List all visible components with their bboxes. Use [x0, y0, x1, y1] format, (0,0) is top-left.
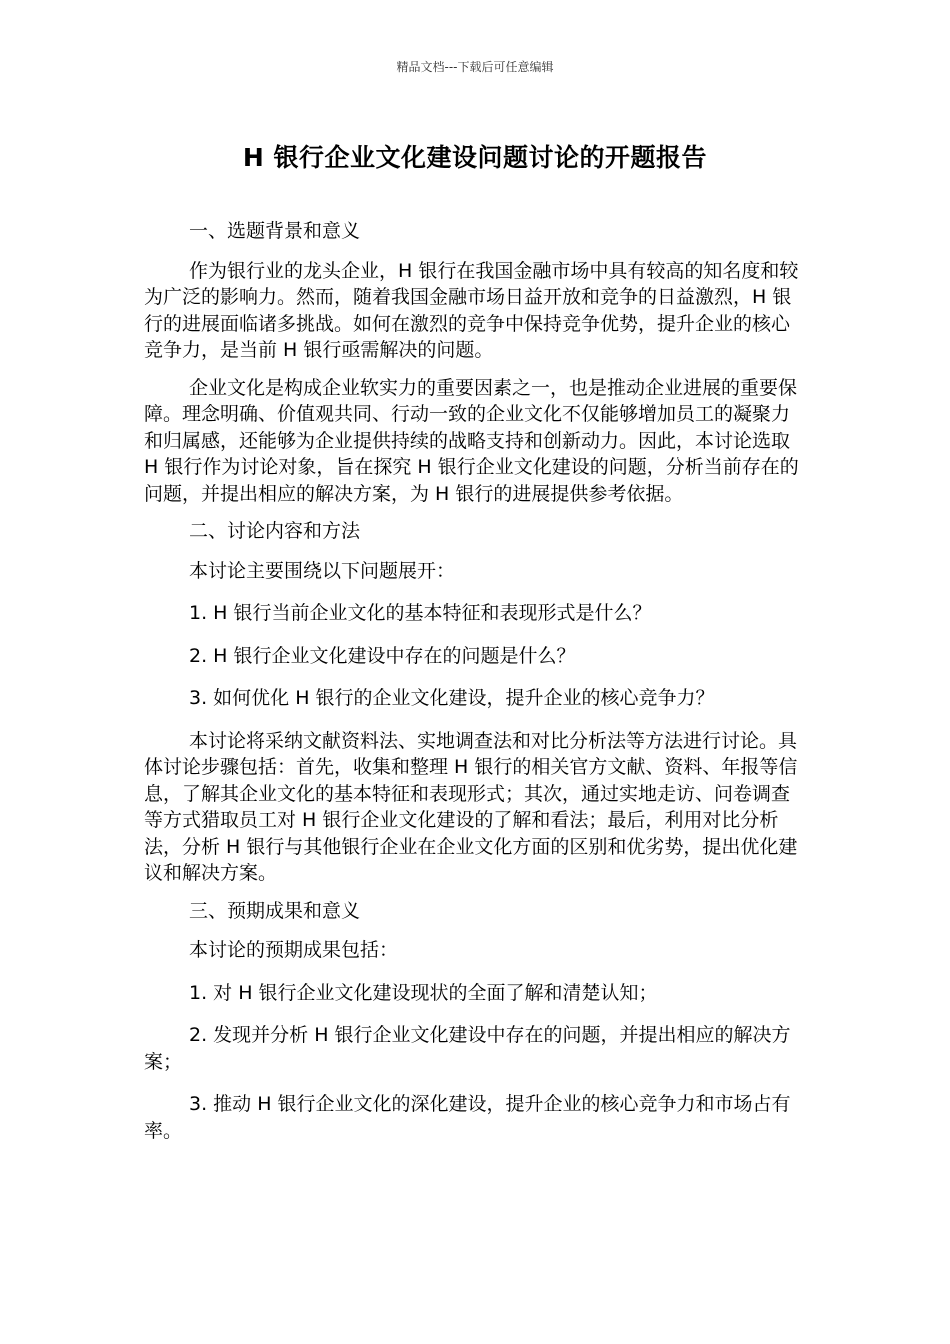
document-body [144, 218, 804, 1160]
list-item-question-1: 1. H 银行当前企业文化的基本特征和表现形式是什么？ [189, 602, 652, 624]
header-note: 精品文档---下载后可任意编辑 [396, 60, 554, 74]
list-item-result-1: 1. 对 H 银行企业文化建设现状的全面了解和清楚认知； [189, 981, 658, 1004]
list-item-question-3: 3. 如何优化 H 银行的企业文化建设，提升企业的核心竞争力？ [189, 687, 715, 709]
paragraph-method: 本讨论将采纳文献资料法、实地调查法和对比分析法等方法进行讨论。具体讨论步骤包括：首先，收集和整理 H 银行的相关官方文献、资料、年报等信息，了解其企业文化的基本特征和表现形式；其次，通过实地走访、问卷调查等方式猎取员工对 H 银行企业文化建设的了解和看法；最后，利用对比分析法，分析 H 银行与其他银行企业在企业文化方面的区别和优劣势，提出优化建议和解决方案。 [144, 729, 798, 884]
list-item-question-2: 2. H 银行企业文化建设中存在的问题是什么？ [189, 644, 576, 667]
list-item-result-2: 2. 发现并分析 H 银行企业文化建设中存在的问题，并提出相应的解决方案； [144, 1024, 791, 1073]
paragraph-background-2: 企业文化是构成企业软实力的重要因素之一，也是推动企业进展的重要保障。理念明确、价值观共同、行动一致的企业文化不仅能够增加员工的凝聚力和归属感，还能够为企业提供持续的战略支持和创新动力。因此，本讨论选取 H 银行作为讨论对象，旨在探究 H 银行企业文化建设的问题，分析当前存在的问题，并提出相应的解决方案，为 H 银行的进展提供参考依据。 [144, 376, 799, 505]
section-heading-content-method: 二、讨论内容和方法 [189, 520, 361, 542]
paragraph-results-intro: 本讨论的预期成果包括： [189, 939, 399, 961]
section-heading-background: 一、选题背景和意义 [189, 220, 361, 242]
paragraph-research-intro: 本讨论主要围绕以下问题展开： [189, 559, 456, 582]
paragraph-background-1: 作为银行业的龙头企业，H 银行在我国金融市场中具有较高的知名度和较为广泛的影响力。然而，随着我国金融市场日益开放和竞争的日益激烈，H 银行的进展面临诸多挑战。如何在激烈的竞争中保持竞争优势，提升企业的核心竞争力，是当前 H 银行亟需解决的问题。 [144, 259, 799, 361]
document-title: H 银行企业文化建设问题讨论的开题报告 [242, 143, 708, 172]
list-item-result-3: 3. 推动 H 银行企业文化的深化建设，提升企业的核心竞争力和市场占有率。 [144, 1093, 791, 1142]
section-heading-expected-results: 三、预期成果和意义 [189, 899, 361, 922]
